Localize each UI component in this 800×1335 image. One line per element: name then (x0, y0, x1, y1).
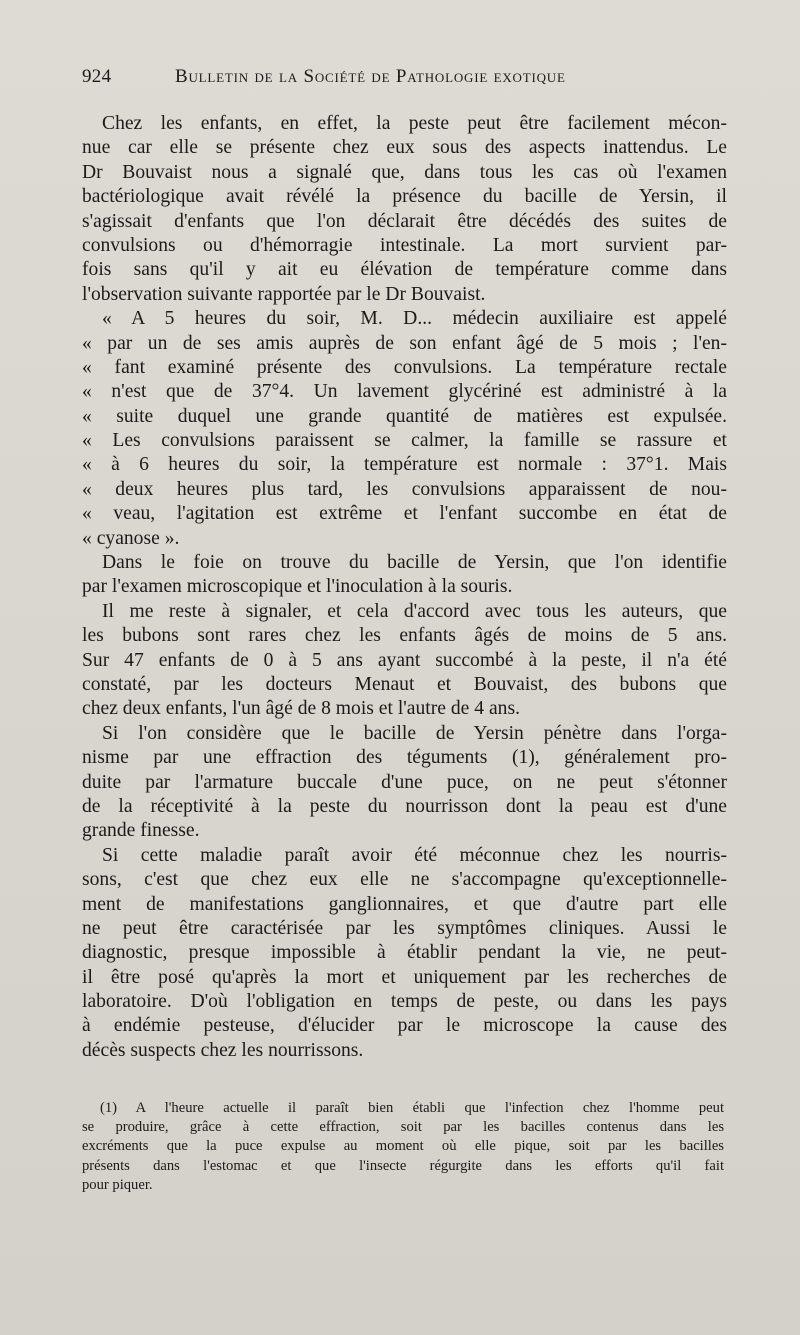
footnote-line: pour piquer. (82, 1176, 153, 1193)
text-line: sons, c'est que chez eux elle ne s'accompagne qu'exceptionnelle- (82, 869, 727, 891)
footnote-line: (1) A l'heure actuelle il paraît bien établi que l'infection chez l'homme peut (100, 1100, 724, 1116)
text-line: Chez les enfants, en effet, la peste peut être facilement mécon- (102, 113, 727, 134)
text-line: à endémie pesteuse, d'élucider par le microscope la cause des (82, 1015, 727, 1037)
text-line: « A 5 heures du soir, M. D... médecin auxiliaire est appelé (102, 308, 727, 330)
text-line: Sur 47 enfants de 0 à 5 ans ayant succombé à la peste, il n'a été (82, 649, 727, 671)
text-line: bactériologique avait révélé la présence du bacille de Yersin, il (82, 186, 727, 208)
running-header (82, 66, 722, 90)
body-text (82, 112, 727, 1063)
text-line: nue car elle se présente chez eux sous des aspects inattendus. Le (82, 137, 727, 159)
footnote-line: présents dans l'estomac et que l'insecte régurgite dans les efforts qu'il fait (82, 1157, 724, 1174)
text-line: « suite duquel une grande quantité de matières est expulsée. (82, 405, 727, 427)
text-line: convulsions ou d'hémorragie intestinale. La mort survient par- (82, 234, 727, 256)
footnote-line: se produire, grâce à cette effraction, soit par les bacilles contenus dans les (82, 1119, 724, 1136)
text-line: Dans le foie on trouve du bacille de Yersin, que l'on identifie (102, 552, 727, 574)
footnote (82, 1099, 724, 1195)
text-line: décès suspects chez les nourrissons. (82, 1039, 364, 1061)
text-line: constaté, par les docteurs Menaut et Bouvaist, des bubons que (82, 673, 727, 695)
text-line: laboratoire. D'où l'obligation en temps de peste, ou dans les pays (82, 991, 727, 1013)
text-line: duite par l'armature buccale d'une puce, on ne peut s'étonner (82, 771, 727, 793)
text-line: diagnostic, presque impossible à établir pendant la vie, ne peut- (82, 942, 727, 964)
text-line: ment de manifestations ganglionnaires, et que d'autre part elle (82, 893, 727, 915)
footnote-line: excréments que la puce expulse au moment où elle pique, soit par les bacilles (82, 1138, 724, 1155)
text-line: l'observation suivante rapportée par le Dr Bouvaist. (82, 283, 486, 305)
text-line: nisme par une effraction des téguments (1), généralement pro- (82, 747, 727, 769)
text-line: « Les convulsions paraissent se calmer, la famille se rassure et (82, 430, 727, 452)
text-line: s'agissait d'enfants que l'on déclarait être décédés des suites de (82, 210, 727, 232)
text-line: « fant examiné présente des convulsions. La température rectale (82, 356, 727, 378)
text-line: de la réceptivité à la peste du nourrisson dont la peau est d'une (82, 795, 727, 817)
text-line: « à 6 heures du soir, la température est normale : 37°1. Mais (82, 454, 727, 476)
text-line: Si cette maladie paraît avoir été méconnue chez les nourris- (102, 844, 727, 866)
text-line: Il me reste à signaler, et cela d'accord avec tous les auteurs, que (102, 600, 727, 622)
text-line: « veau, l'agitation est extrême et l'enfant succombe en état de (82, 503, 727, 525)
text-line: chez deux enfants, l'un âgé de 8 mois et l'autre de 4 ans. (82, 698, 520, 720)
text-line: ne peut être caractérisée par les symptômes cliniques. Aussi le (82, 917, 727, 939)
text-line: par l'examen microscopique et l'inoculation à la souris. (82, 576, 513, 598)
text-line: « n'est que de 37°4. Un lavement glycériné est administré à la (82, 381, 727, 403)
text-line: fois sans qu'il y ait eu élévation de température comme dans (82, 259, 727, 281)
text-line: Si l'on considère que le bacille de Yersin pénètre dans l'orga- (102, 722, 727, 744)
text-line: les bubons sont rares chez les enfants âgés de moins de 5 ans. (82, 625, 727, 647)
text-line: « par un de ses amis auprès de son enfant âgé de 5 mois ; l'en- (82, 332, 727, 354)
text-line: « cyanose ». (82, 527, 180, 549)
running-title: Bulletin de la Société de Pathologie exotique (175, 66, 566, 87)
text-line: « deux heures plus tard, les convulsions apparaissent de nou- (82, 478, 727, 500)
text-line: il être posé qu'après la mort et uniquement par les recherches de (82, 966, 727, 988)
text-line: grande finesse. (82, 820, 200, 842)
page-number: 924 (82, 66, 112, 87)
text-line: Dr Bouvaist nous a signalé que, dans tous les cas où l'examen (82, 161, 727, 183)
